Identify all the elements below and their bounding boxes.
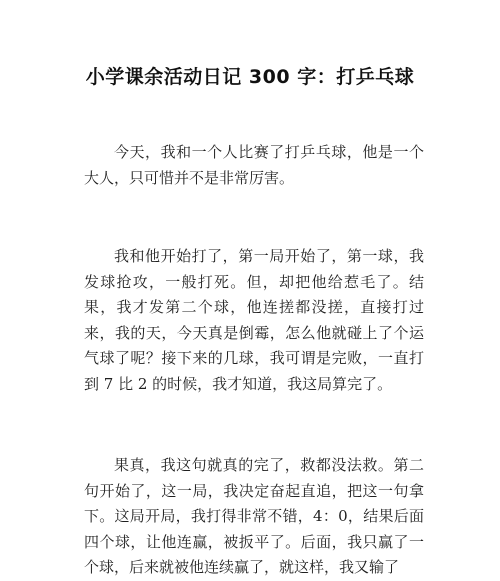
document-title: 小学课余活动日记 300 字：打乒乓球 bbox=[85, 66, 415, 88]
paragraph-3: 果真，我这句就真的完了，救都没法救。第二句开始了，这一局，我决定奋起直追，把这一句拿下。这局开局，我打得非常不错，4：0，结果后面四个球，让他连赢，被扳平了。后面，我只赢了一个球，后来就被他连续赢了，就这样，我又输了 bbox=[84, 456, 424, 577]
paragraph-2: 我和他开始打了，第一局开始了，第一球，我发球抢攻，一般打死。但，却把他给惹毛了。结果，我才发第二个球，他连搓都没搓，直接打过来，我的天，今天真是倒霉，怎么他就碰上了个运气球了呢？接下来的几球，我可谓是完败，一直打到 7 比 2 的时候，我才知道，我这局算完了。 bbox=[84, 247, 424, 393]
paragraph-1: 今天，我和一个人比赛了打乒乓球，他是一个大人，只可惜并不是非常厉害。 bbox=[84, 143, 424, 187]
